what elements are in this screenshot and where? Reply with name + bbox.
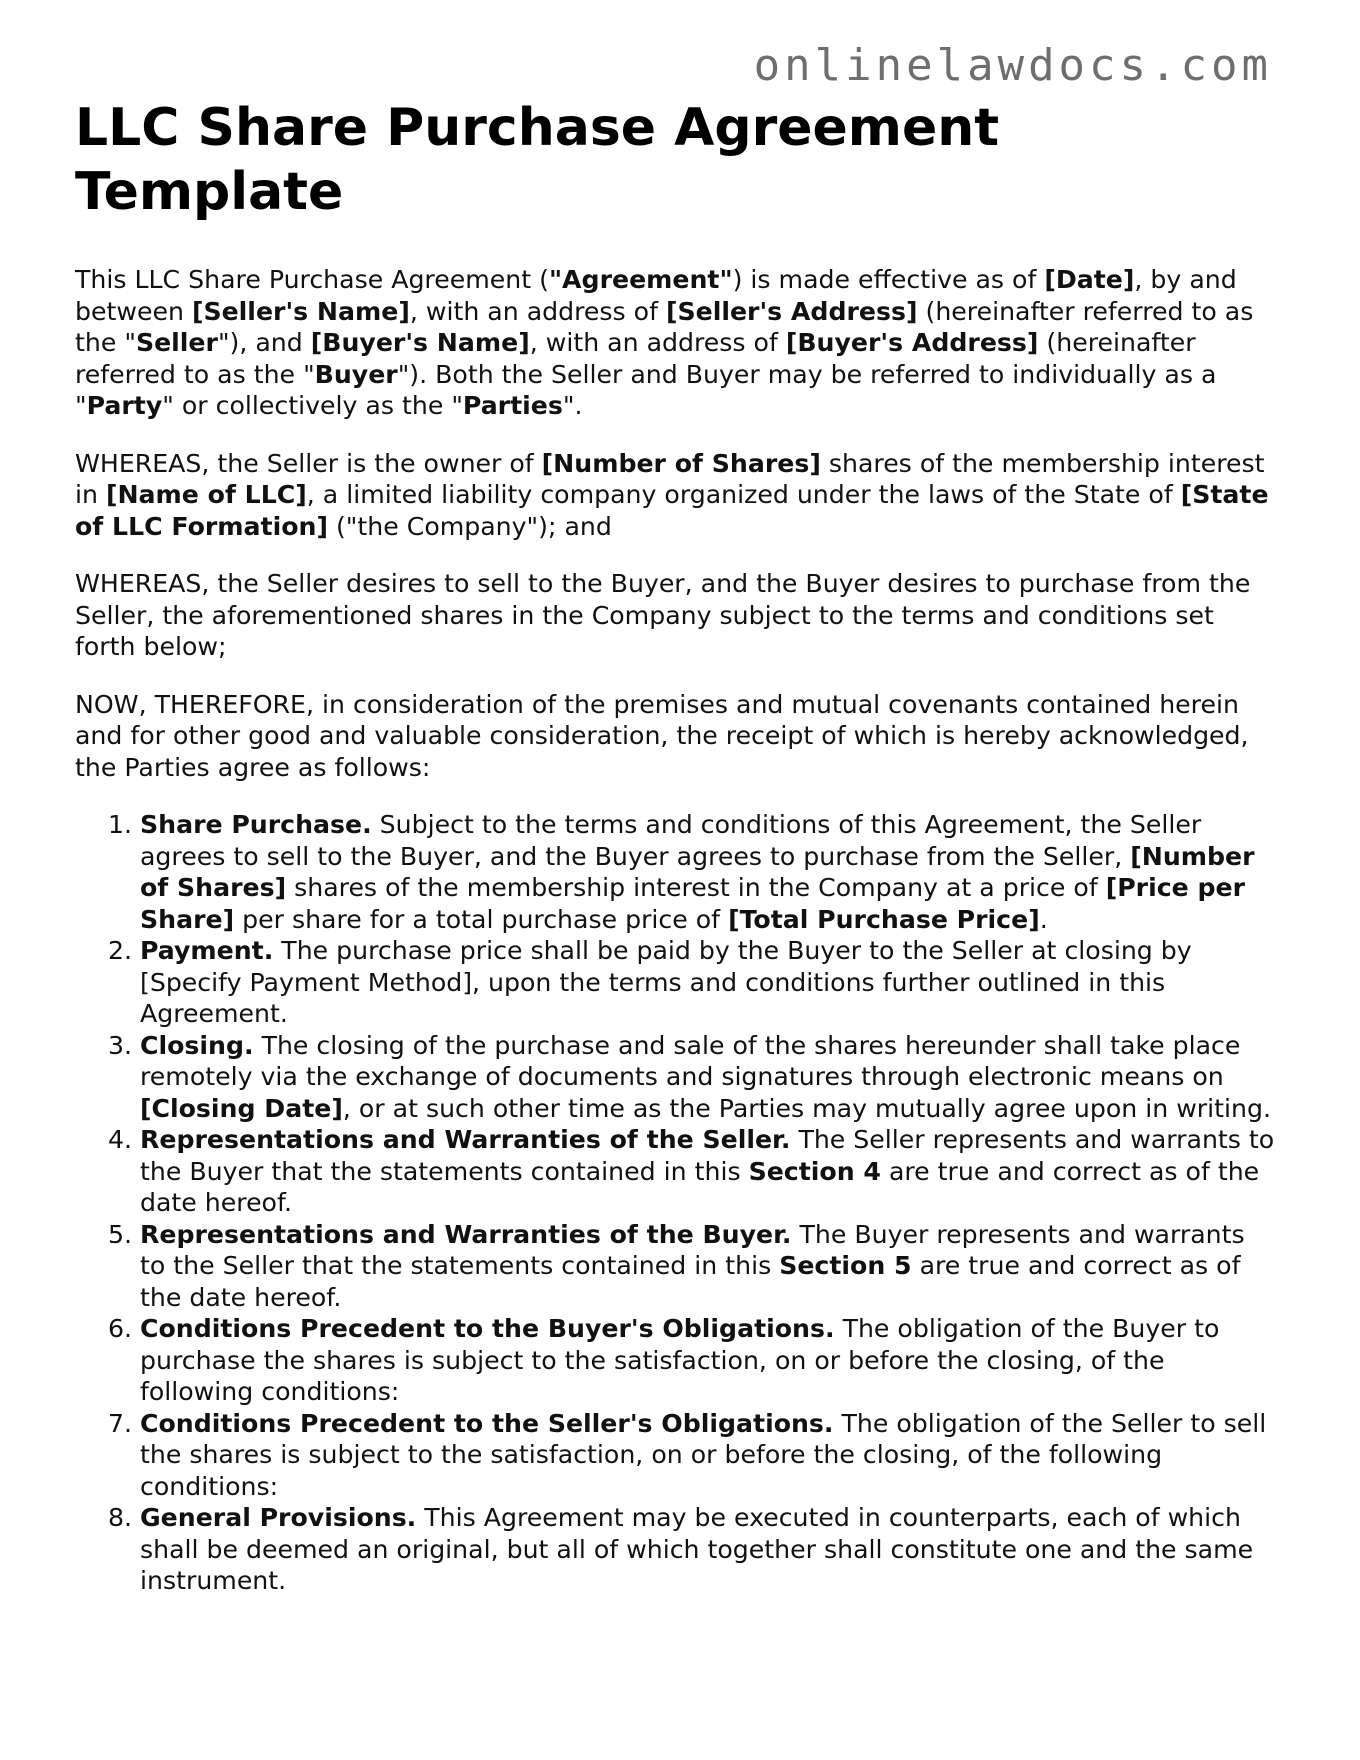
section-seller-conditions: 7. Conditions Precedent to the Seller's Obligations. The obligation of the Seller to sell the shares is subject to the satisfaction, on or before the closing, of the following conditions: [140,1408,1275,1503]
section-closing: 3. Closing. The closing of the purchase and sale of the shares hereunder shall take place remotely via the exchange of documents and signatures through electronic means on [Closing Date], or at such other time as the Parties may mutually agree upon in writing. [140,1030,1275,1125]
section-payment: 2. Payment. The purchase price shall be paid by the Buyer to the Seller at closing by [Specify Payment Method], upon the terms and conditions further outlined in this Agreement. [140,935,1275,1030]
section-buyer-conditions: 6. Conditions Precedent to the Buyer's Obligations. The obligation of the Buyer to purchase the shares is subject to the satisfaction, on or before the closing, of the following conditions: [140,1313,1275,1408]
watermark: onlinelawdocs.com [753,40,1272,91]
sections-list [75,809,1275,1597]
whereas-paragraph-1: WHEREAS, the Seller is the owner of [Number of Shares] shares of the membership interest in [Name of LLC], a limited liability company organized under the laws of the State of [State of LLC Formation] ("the Company"); and [75,448,1269,541]
intro-paragraph: This LLC Share Purchase Agreement ("Agreement") is made effective as of [Date], by and between [Seller's Name], with an address of [Seller's Address] (hereinafter referred to as the "Seller"), and [Buyer's Name], with an address of [Buyer's Address] (hereinafter referred to as the "Buyer"). Both the Seller and Buyer may be referred to individually as a "Party" or collectively as the "Parties". [75,265,1254,420]
now-therefore-paragraph: NOW, THEREFORE, in consideration of the premises and mutual covenants contained herein and for other good and valuable consideration, the receipt of which is hereby acknowledged, the Parties agree as follows: [75,689,1249,782]
section-general-provisions: 8. General Provisions. This Agreement may be executed in counterparts, each of which shall be deemed an original, but all of which together shall constitute one and the same instrument. [140,1502,1275,1597]
section-share-purchase: 1. Share Purchase. Subject to the terms and conditions of this Agreement, the Seller agrees to sell to the Buyer, and the Buyer agrees to purchase from the Seller, [Number of Shares] shares of the membership interest in the Company at a price of [Price per Share] per share for a total purchase price of [Total Purchase Price]. [140,809,1275,935]
section-seller-warranties: 4. Representations and Warranties of the Seller. The Seller represents and warrants to the Buyer that the statements contained in this Section 4 are true and correct as of the date hereof. [140,1124,1275,1219]
page-title: LLC Share Purchase Agreement Template [75,98,1000,222]
section-buyer-warranties: 5. Representations and Warranties of the Buyer. The Buyer represents and warrants to the Seller that the statements contained in this Section 5 are true and correct as of the date hereof. [140,1219,1275,1314]
whereas-paragraph-2: WHEREAS, the Seller desires to sell to the Buyer, and the Buyer desires to purchase from the Seller, the aforementioned shares in the Company subject to the terms and conditions set forth below; [75,569,1251,661]
document-page [75,96,1275,1597]
